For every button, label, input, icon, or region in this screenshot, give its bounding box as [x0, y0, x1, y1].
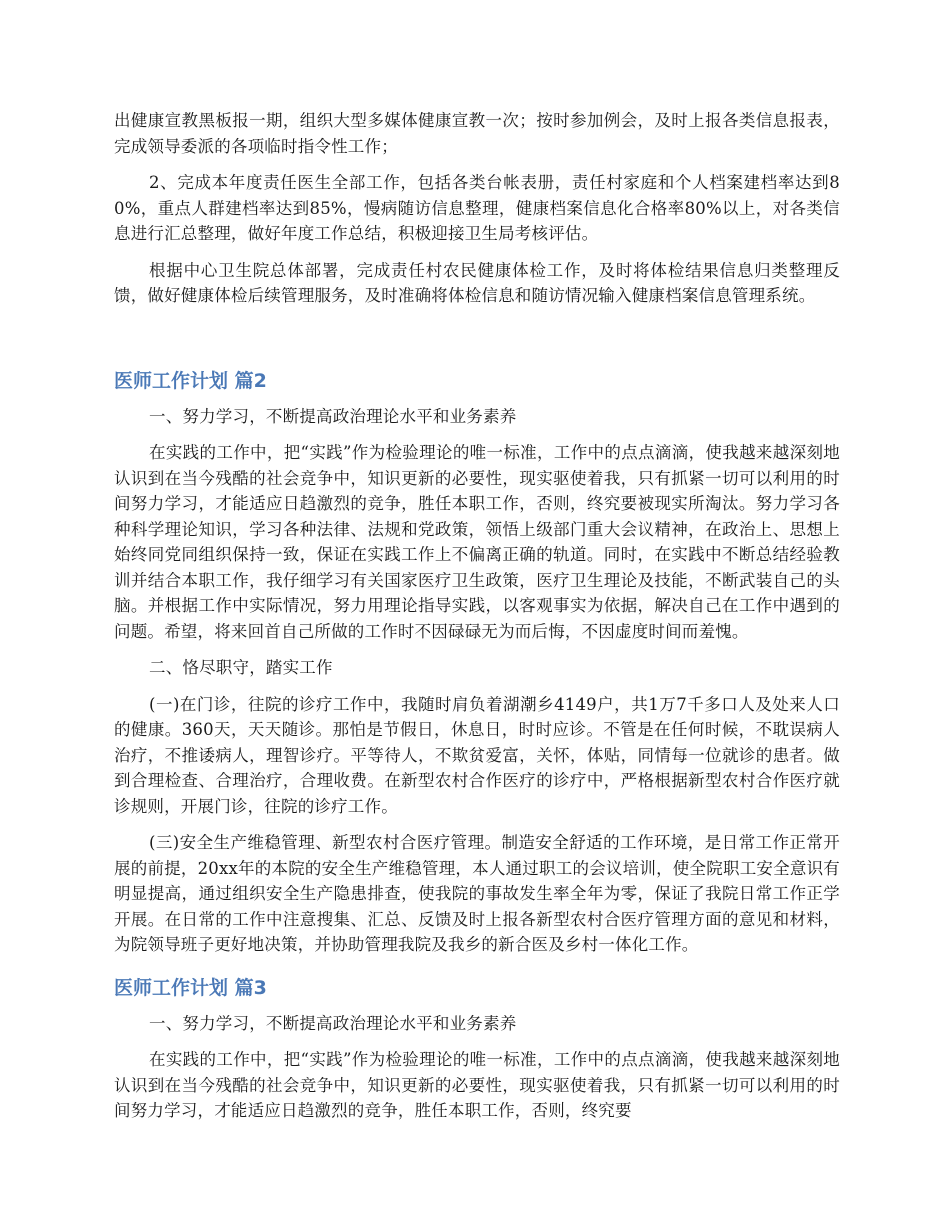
paragraph-health-checkup: 根据中心卫生院总体部署，完成责任村农民健康体检工作，及时将体检结果信息归类整理反馈，做好健康体检后续管理服务，及时准确将体检信息和随访情况输入健康档案信息管理系统。: [114, 260, 840, 305]
paragraph-health-education: 出健康宣教黑板报一期，组织大型多媒体健康宣教一次；按时参加例会，及时上报各类信息报表，完成领导委派的各项临时指令性工作；: [114, 111, 840, 156]
subheading-study-2: 一、努力学习，不断提高政治理论水平和业务素养: [149, 1013, 517, 1033]
section-heading-3: 医师工作计划 篇3: [114, 976, 267, 999]
section-heading-2: 医师工作计划 篇2: [114, 369, 267, 392]
paragraph-doctor-duties: 2、完成本年度责任医生全部工作，包括各类台帐表册，责任村家庭和个人档案建档率达到80%，重点人群建档率达到85%，慢病随访信息整理，健康档案信息化合格率80%以上，对各类信息进行汇总整理，做好年度工作总结，积极迎接卫生局考核评估。: [114, 173, 840, 243]
paragraph-practice: 在实践的工作中，把“实践”作为检验理论的唯一标准，工作中的点点滴滴，使我越来越深刻地认识到在当今残酷的社会竞争中，知识更新的必要性，现实驱使着我，只有抓紧一切可以利用的时间努力学习，才能适应日趋激烈的竞争，胜任本职工作，否则，终究要被现实所淘汰。努力学习各种科学理论知识，学习各种法律、法规和党政策，领悟上级部门重大会议精神，在政治上、思想上始终同党同组织保持一致，保证在实践工作上不偏离正确的轨道。同时，在实践中不断总结经验教训并结合本职工作，我仔细学习有关国家医疗卫生政策，医疗卫生理论及技能，不断武装自己的头脑。并根据工作中实际情况，努力用理论指导实践，以客观事实为依据，解决自己在工作中遇到的问题。希望，将来回首自己所做的工作时不因碌碌无为而后悔，不因虚度时间而羞愧。: [114, 443, 840, 641]
document-page: [114, 108, 840, 1135]
section-spacer: [114, 320, 840, 368]
paragraph-safety: (三)安全生产维稳管理、新型农村合医疗管理。制造安全舒适的工作环境，是日常工作正常开展的前提，20xx年的本院的安全生产维稳管理，本人通过职工的会议培训，使全院职工安全意识有明显提高，通过组织安全生产隐患排查，使我院的事故发生率全年为零，保证了我院日常工作正学开展。在日常的工作中注意搜集、汇总、反馈及时上报各新型农村合医疗管理方面的意见和材料，为院领导班子更好地决策，并协助管理我院及我乡的新合医及乡村一体化工作。: [114, 833, 840, 954]
paragraph-practice-2: 在实践的工作中，把“实践”作为检验理论的唯一标准，工作中的点点滴滴，使我越来越深刻地认识到在当今残酷的社会竞争中，知识更新的必要性，现实驱使着我，只有抓紧一切可以利用的时间努力学习，才能适应日趋激烈的竞争，胜任本职工作，否则，终究要: [114, 1050, 840, 1120]
subheading-study: 一、努力学习，不断提高政治理论水平和业务素养: [149, 406, 517, 426]
paragraph-clinic: (一)在门诊，往院的诊疗工作中，我随时肩负着湖潮乡4149户，共1万7千多口人及处来人口的健康。360天，天天随诊。那怕是节假日，休息日，时时应诊。不管是在任何时候，不耽误病人治疗，不推诿病人，理智诊疗。平等待人，不欺贫爱富，关怀，体贴，同情每一位就诊的患者。做到合理检查、合理治疗，合理收费。在新型农村合作医疗的诊疗中，严格根据新型农村合作医疗就诊规则，开展门诊，往院的诊疗工作。: [114, 694, 840, 816]
subheading-duty: 二、恪尽职守，踏实工作: [149, 658, 333, 677]
